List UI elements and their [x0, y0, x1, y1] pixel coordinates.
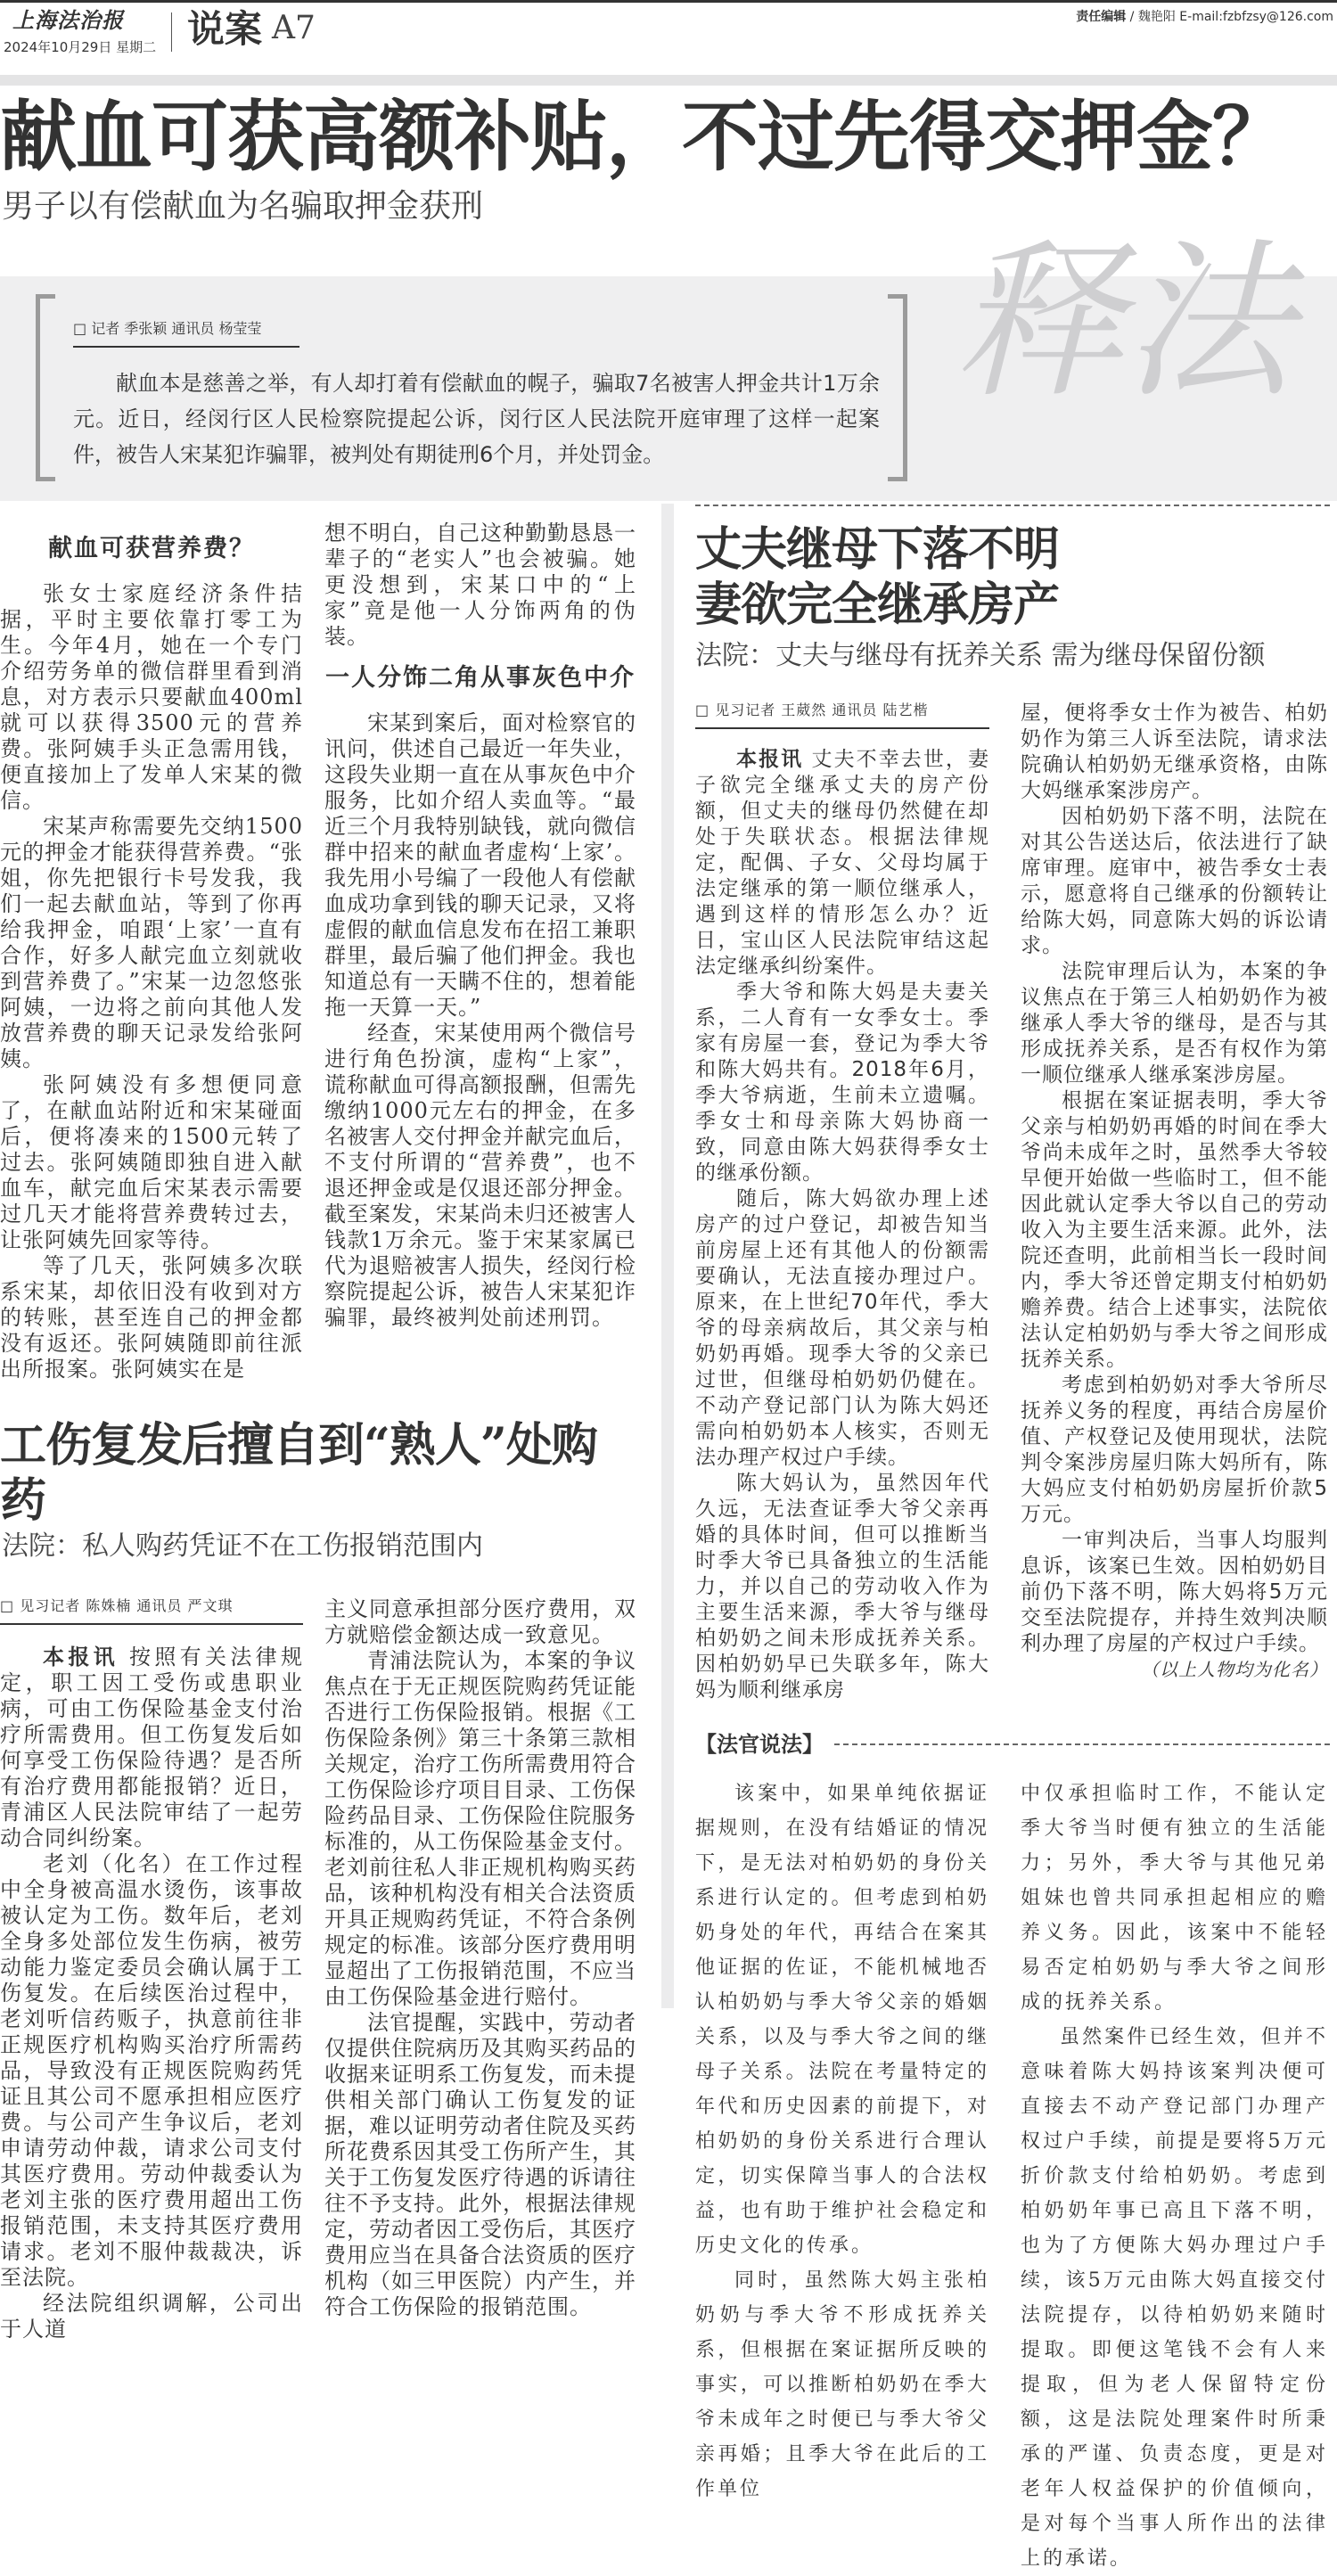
- paragraph: 张阿姨没有多想便同意了，在献血站附近和宋某碰面后，便将凑来的1500元转了过去。张阿姨随即独自进入献血车，献完血后宋某表示需要过几天才能将营养费转过去，让张阿姨先回家等待。: [0, 1072, 303, 1252]
- lead-subhead-2: 一人分饰二角从事灰色中介: [325, 664, 636, 692]
- paragraph: 主义同意承担部分医疗费用，双方就赔偿金额达成一致意见。: [324, 1596, 636, 1647]
- inheritance-col3-paragraphs: [695, 980, 989, 1703]
- lead-columns: [0, 521, 642, 1382]
- inheritance-col4-paragraphs: [1021, 804, 1328, 1528]
- column-separator: [661, 504, 674, 2008]
- lead-column-2: [324, 521, 636, 1331]
- paragraph: 同时，虽然陈大妈主张柏奶奶与季大爷不形成抚养关系，但根据在案证据所反映的事实，可以推断柏奶奶在季大爷未成年之时便已与季大爷父亲再婚；且季大爷在此后的工作单位: [695, 2269, 989, 2500]
- lead-summary: 献血本是慈善之举，有人却打着有偿献血的幌子，骗取7名被害人押金共计1万余元。近日，经闵行区人民检察院提起公诉，闵行区人民法院开庭审理了这样一起案件，被告人宋某犯诈骗罪，被判处有期徒刑6个月，并处罚金。: [73, 371, 880, 467]
- paragraph: 宋某声称需要先交纳1500元的押金才能获得营养费。“张姐，你先把银行卡号发我，我们一起去献血站，等到了你再给我押金，咱跟‘上家’一直有合作，好多人献完血立刻就收到营养费了。”宋某一边忽悠张阿姨，一边将之前向其他人发放营养费的聊天记录发给张阿姨。: [0, 814, 303, 1071]
- dashed-rule: [695, 505, 1330, 506]
- inheritance-column-4: [1021, 701, 1328, 1683]
- right-bracket: [888, 294, 907, 481]
- editor-info: [1076, 9, 1333, 25]
- paragraph: 因柏奶奶下落不明，法院在对其公告送达后，依法进行了缺席审理。庭审中，被告季女士表示，愿意将自己继承的份额转让给陈大妈，同意陈大妈的诉讼请求。: [1021, 805, 1328, 957]
- inheritance-column-3: [695, 701, 989, 1703]
- injury-headline: 工伤复发后擅自到“熟人”处购药: [0, 1418, 597, 1528]
- newspaper-logo: 上海法治报: [12, 7, 124, 33]
- paragraph: 张女士家庭经济条件拮据，平时主要依靠打零工为生。今年4月，她在一个专门介绍劳务单的微信群里看到消息，对方表示只要献血400ml就可以获得3500元的营养费。张阿姨手头正急需用钱，便直接加上了发单人宋某的微信。: [0, 581, 303, 813]
- headline-line-2: 妻欲完全继承房产: [695, 578, 1060, 632]
- editor-name: / 魏艳阳: [1129, 10, 1176, 24]
- paragraph: [1021, 1528, 1328, 1683]
- lead-label: 本报讯: [43, 1645, 119, 1669]
- judge-heading-row: [695, 1730, 1330, 1759]
- lead-col1-paragraphs: [0, 581, 303, 1382]
- paragraph: 考虑到柏奶奶对季大爷所尽抚养义务的程度，再结合房屋价值、产权登记及使用现状，法院判令案涉房屋归陈大妈所有，陈大妈应支付柏奶奶房屋折价款5万元。: [1021, 1374, 1328, 1526]
- paragraph: 经查，宋某使用两个微信号进行角色扮演，虚构“上家”，谎称献血可得高额报酬，但需先缴纳1000元左右的押金，在多名被害人交付押金并献完血后，不支付所谓的“营养费”，也不退还押金或是仅退还部分押金。截至案发，宋某尚未归还被害人钱款1万余元。鉴于宋某家属已代为退赔被害人损失，经闵行检察院提起公诉，被告人宋某犯诈骗罪，最终被判处前述刑罚。: [324, 1021, 636, 1330]
- headline-line-1: 丈夫继母下落不明: [695, 522, 1060, 577]
- right-stories: [695, 505, 1330, 2576]
- issue-date: 2024年10月29日 星期二: [4, 39, 157, 55]
- lead-label: 本报讯: [736, 748, 804, 771]
- paragraph: 宋某到案后，面对检察官的讯问，供述自己最近一年失业，这段失业期一直在从事灰色中介服务，比如介绍人卖血等。“最近三个月我特别缺钱，就向微信群中招来的献血者虚构‘上家’。我先用小号编了一段他人有偿献血成功拿到钱的聊天记录，又将虚假的献血信息发布在招工兼职群里，最后骗了他们押金。我也知道总有一天瞒不住的，想着能拖一天算一天。”: [324, 710, 636, 1020]
- final-text: 一审判决后，当事人均服判息诉，该案已生效。因柏奶奶目前仍下落不明，陈大妈将5万元交至法院提存，并持生效判决顺利办理了房屋的产权过户手续。: [1021, 1529, 1328, 1655]
- paragraph: 法院审理后认为，本案的争议焦点在于第三人柏奶奶作为被继承人季大爷的继母，是否与其形成抚养关系，是否有权作为第一顺位继承人继承案涉房屋。: [1021, 960, 1328, 1087]
- paragraph: 经法院组织调解，公司出于人道: [0, 2291, 303, 2342]
- judge-col3-paragraphs: [695, 1776, 989, 2506]
- lead-text: 丈夫不幸去世，妻子欲完全继承丈夫的房产份额，但丈夫的继母仍然健在却处于失联状态。根据法律规定，配偶、子女、父母均属于法定继承的第一顺位继承人，遇到这样的情形怎么办？近日，宝山区人民法院审结这起法定继承纠纷案件。: [695, 748, 989, 978]
- lead-col2-paragraphs: [324, 710, 636, 1331]
- injury-column-1: [0, 1596, 303, 2342]
- header-band: [0, 75, 1337, 86]
- paragraph: 陈大妈认为，虽然因年代久远，无法查证季大爷父亲再婚的具体时间，但可以推断当时季大爷已具备独立的生活能力，并以自己的劳动收入作为主要生活来源，季大爷与继母柏奶奶之间未形成抚养关系。因柏奶奶早已失联多年，陈大妈为顺利继承房: [695, 1472, 989, 1702]
- paragraph: 等了几天，张阿姨多次联系宋某，却依旧没有收到对方的转账，甚至连自己的押金都没有返还。张阿姨随即前往派出所报案。张阿姨实在是: [0, 1253, 303, 1382]
- paragraph: 中仅承担临时工作，不能认定季大爷当时便有独立的生活能力；另外，季大爷与其他兄弟姐妹也曾共同承担起相应的赡养义务。因此，该案中不能轻易否定柏奶奶与季大爷之间形成的抚养关系。: [1021, 1783, 1328, 2014]
- lead-column-1: [0, 521, 303, 1382]
- editor-email: E-mail:fzbfzsy@126.com: [1179, 10, 1333, 24]
- paragraph: 屋，便将季女士作为被告、柏奶奶作为第三人诉至法院，请求法院确认柏奶奶无继承资格，由陈大妈继承案涉房产。: [1021, 701, 1328, 802]
- inheritance-headline: [695, 522, 1330, 633]
- inheritance-subtitle: 法院：丈夫与继母有抚养关系 需为继母保留份额: [695, 640, 1266, 671]
- judge-col4-paragraphs: [1021, 2020, 1328, 2576]
- injury-col1-paragraphs: [0, 1851, 303, 2342]
- paragraph: 想不明白，自己这种勤勤恳恳一辈子的“老实人”也会被骗。她更没想到，宋某口中的“上家”竟是他一人分饰两角的伪装。: [324, 521, 636, 649]
- editor-label: 责任编辑: [1076, 10, 1127, 24]
- inheritance-columns: [695, 701, 1330, 1703]
- injury-columns: [0, 1596, 642, 2342]
- lead-byline: □ 记者 季张颖 通讯员 杨莹莹: [73, 319, 299, 348]
- lead-headline: 献血可获高额补贴，不过先得交押金？: [0, 92, 1288, 182]
- judge-columns: [695, 1776, 1330, 2576]
- paragraph: 该案中，如果单纯依据证据规则，在没有结婚证的情况下，是无法对柏奶奶的身份关系进行认定的。但考虑到柏奶奶身处的年代，再结合在案其他证据的佐证，不能机械地否认柏奶奶与季大爷父亲的婚姻关系，以及与季大爷之间的继母子关系。法院在考量特定的年代和历史因素的前提下，对柏奶奶的身份关系进行合理认定，切实保障当事人的合法权益，也有助于维护社会稳定和历史文化的传承。: [695, 1783, 989, 2257]
- judge-dashed-rule: [834, 1743, 1330, 1745]
- page-number: A7: [272, 10, 316, 46]
- injury-column-2: [324, 1596, 636, 2320]
- paragraph: [0, 1645, 303, 1851]
- paragraph: 老刘（化名）在工作过程中全身被高温水烫伤，该事故被认定为工伤。数年后，老刘全身多处部位发生伤病，被劳动能力鉴定委员会确认属于工伤复发。在后续医治过程中，老刘听信药贩子，执意前往非正规医疗机构购买治疗所需药品，导致没有正规医院购药凭证且其公司不愿承担相应医疗费。与公司产生争议后，老刘申请劳动仲裁，请求公司支付其医疗费用。劳动仲裁委认为老刘主张的医疗费用超出工伤报销范围，未支持其医疗费用请求。老刘不服仲裁裁决，诉至法院。: [0, 1851, 303, 2290]
- lead-text: 按照有关法律规定，职工因工受伤或患职业病，可由工伤保险基金支付治疗所需费用。但工伤复发后如何享受工伤保险待遇？是否所有治疗费用都能报销？近日，青浦区人民法院审结了一起劳动合同纠纷案。: [0, 1645, 303, 1850]
- paragraph: 季大爷和陈大妈是夫妻关系，二人育有一女季女士。季家有房屋一套，登记为季大爷和陈大妈共有。2018年6月，季大爷病逝，生前未立遗嘱。季女士和母亲陈大妈协商一致，同意由陈大妈获得季女士的继承份额。: [695, 980, 989, 1185]
- judge-column-3: [695, 1776, 989, 2506]
- left-bracket: [36, 294, 55, 481]
- left-stories: [0, 521, 642, 2342]
- paragraph: 法官提醒，实践中，劳动者仅提供住院病历及其购买药品的收据来证明系工伤复发，而未提供相关部门确认工伤复发的证据，难以证明劳动者住院及买药所花费系因其受工伤所产生，其关于工伤复发医疗待遇的诉请往往不予支持。此外，根据法律规定，劳动者因工受伤后，其医疗费用应当在具备合法资质的医疗机构（如三甲医院）内产生，并符合工伤保险的报销范围。: [324, 2010, 636, 2319]
- paragraph: 根据在案证据表明，季大爷父亲与柏奶奶再婚的时间在季大爷尚未成年之时，虽然季大爷较早便开始做一些临时工，但不能因此就认定季大爷以自己的劳动收入为主要生活来源。此外，法院还查明，此前相当长一段时间内，季大爷还曾定期支付柏奶奶赡养费。结合上述事实，法院依法认定柏奶奶与季大爷之间形成抚养关系。: [1021, 1089, 1328, 1371]
- lead-subtitle: 男子以有偿献血为名骗取押金获刑: [2, 188, 484, 225]
- masthead-divider: [171, 12, 172, 52]
- inheritance-byline: □ 见习记者 王葳然 通讯员 陆艺楷: [695, 701, 989, 729]
- pseudonym-note: （以上人物均为化名）: [1141, 1659, 1328, 1680]
- paragraph: [695, 747, 989, 980]
- watermark-calligraphy: 释法: [954, 224, 1293, 421]
- top-rule: [0, 0, 1337, 3]
- injury-col2-paragraphs: [324, 1648, 636, 2320]
- lead-subhead-1: 献血可获营养费？: [48, 535, 255, 562]
- paragraph: 虽然案件已经生效，但并不意味着陈大妈持该案判决便可直接去不动产登记部门办理产权过户手续，前提是要将5万元折价款支付给柏奶奶。考虑到柏奶奶年事已高且下落不明，也为了方便陈大妈办理过户手续，该5万元由陈大妈直接交付法院提存，以待柏奶奶来随时提取。即便这笔钱不会有人来提取，但为老人保留特定份额，这是法院处理案件时所秉承的严谨、负责态度，更是对老年人权益保护的价值倾向，是对每个当事人所作出的法律上的承诺。: [1021, 2026, 1328, 2570]
- section-name: 说案: [187, 7, 263, 51]
- paragraph: 青浦法院认为，本案的争议焦点在于无正规医院购药凭证能否进行工伤保险报销。根据《工伤保险条例》第三十条第三款相关规定，治疗工伤所需费用符合工伤保险诊疗项目目录、工伤保险药品目录、工伤保险住院服务标准的，从工伤保险基金支付。老刘前往私人非正规机构购买药品，该种机构没有相关合法资质开具正规购药凭证，不符合条例规定的标准。该部分医疗费用明显超出了工伤报销范围，不应当由工伤保险基金进行赔付。: [324, 1648, 636, 2009]
- judge-heading: 【法官说法】: [695, 1732, 824, 1757]
- judge-column-4: [1021, 1776, 1328, 2576]
- paragraph: 随后，陈大妈欲办理上述房产的过户登记，却被告知当前房屋上还有其他人的份额需要确认，无法直接办理过户。原来，在上世纪70年代，季大爷的母亲病故后，其父亲与柏奶奶再婚。现季大爷的父亲已过世，但继母柏奶奶仍健在。不动产登记部门认为陈大妈还需向柏奶奶本人核实，否则无法办理产权过户手续。: [695, 1187, 989, 1469]
- injury-byline: □ 见习记者 陈姝楠 通讯员 严文琪: [0, 1596, 303, 1625]
- injury-subtitle: 法院：私人购药凭证不在工伤报销范围内: [2, 1530, 483, 1562]
